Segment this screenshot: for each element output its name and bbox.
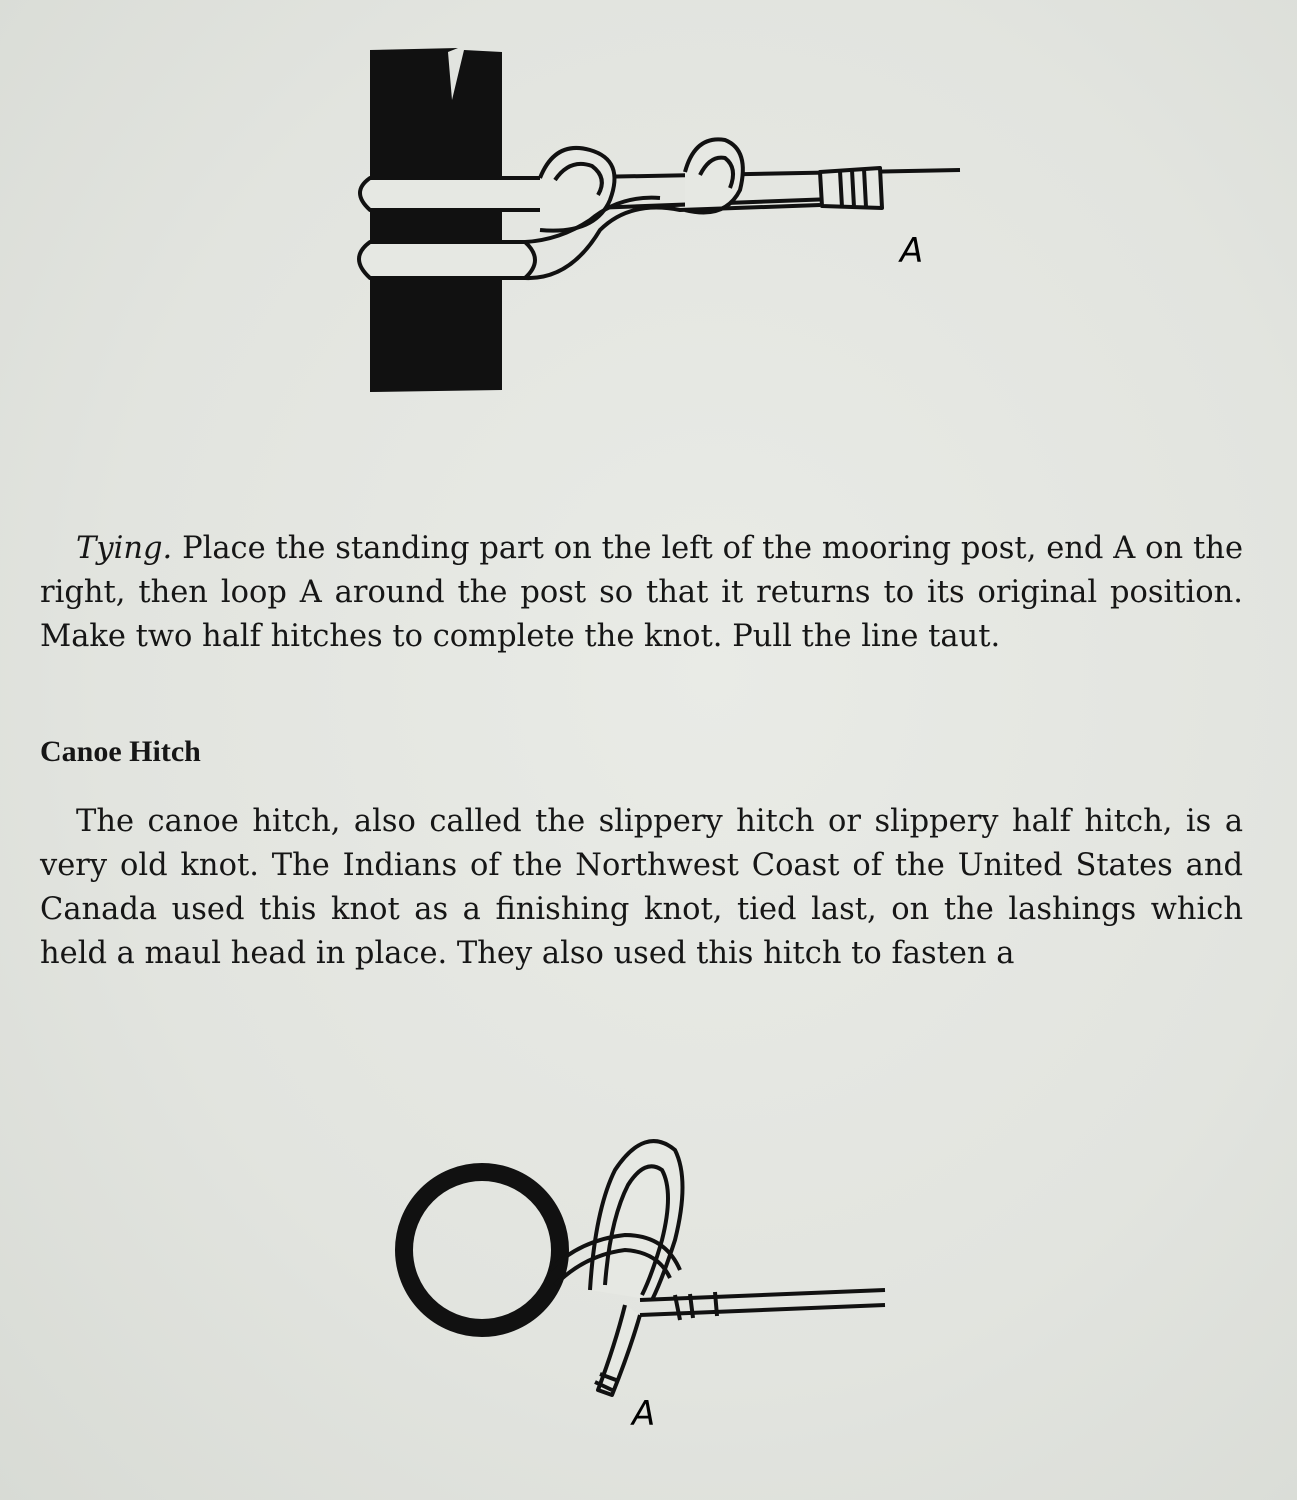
- mooring-post: [370, 48, 502, 392]
- tying-instructions: [40, 527, 1243, 659]
- section-heading: Canoe Hitch: [40, 735, 201, 768]
- tying-lead: Tying.: [76, 531, 173, 566]
- end-a-label-bottom: A: [632, 1394, 656, 1434]
- ring: [404, 1172, 560, 1328]
- end-a-label: A: [900, 231, 924, 271]
- canoe-hitch-description: The canoe hitch, also called the slippery hitch or slippery half hitch, is a very old knot. The Indians of the Northwest Coast of the United States and Canada used this knot as a finishing knot, tied last, on the lashings which held a maul head in place. They also used this hitch to fasten a: [40, 804, 1243, 971]
- canoe-hitch-illustration: [390, 1130, 910, 1440]
- tying-text: Place the standing part on the left of the mooring post, end A on the right, then loop A around the post so that it returns to its original position. Make two half hitches to complete the knot. Pull the line taut.: [40, 531, 1243, 654]
- mooring-post-hitch-illustration: [340, 30, 980, 410]
